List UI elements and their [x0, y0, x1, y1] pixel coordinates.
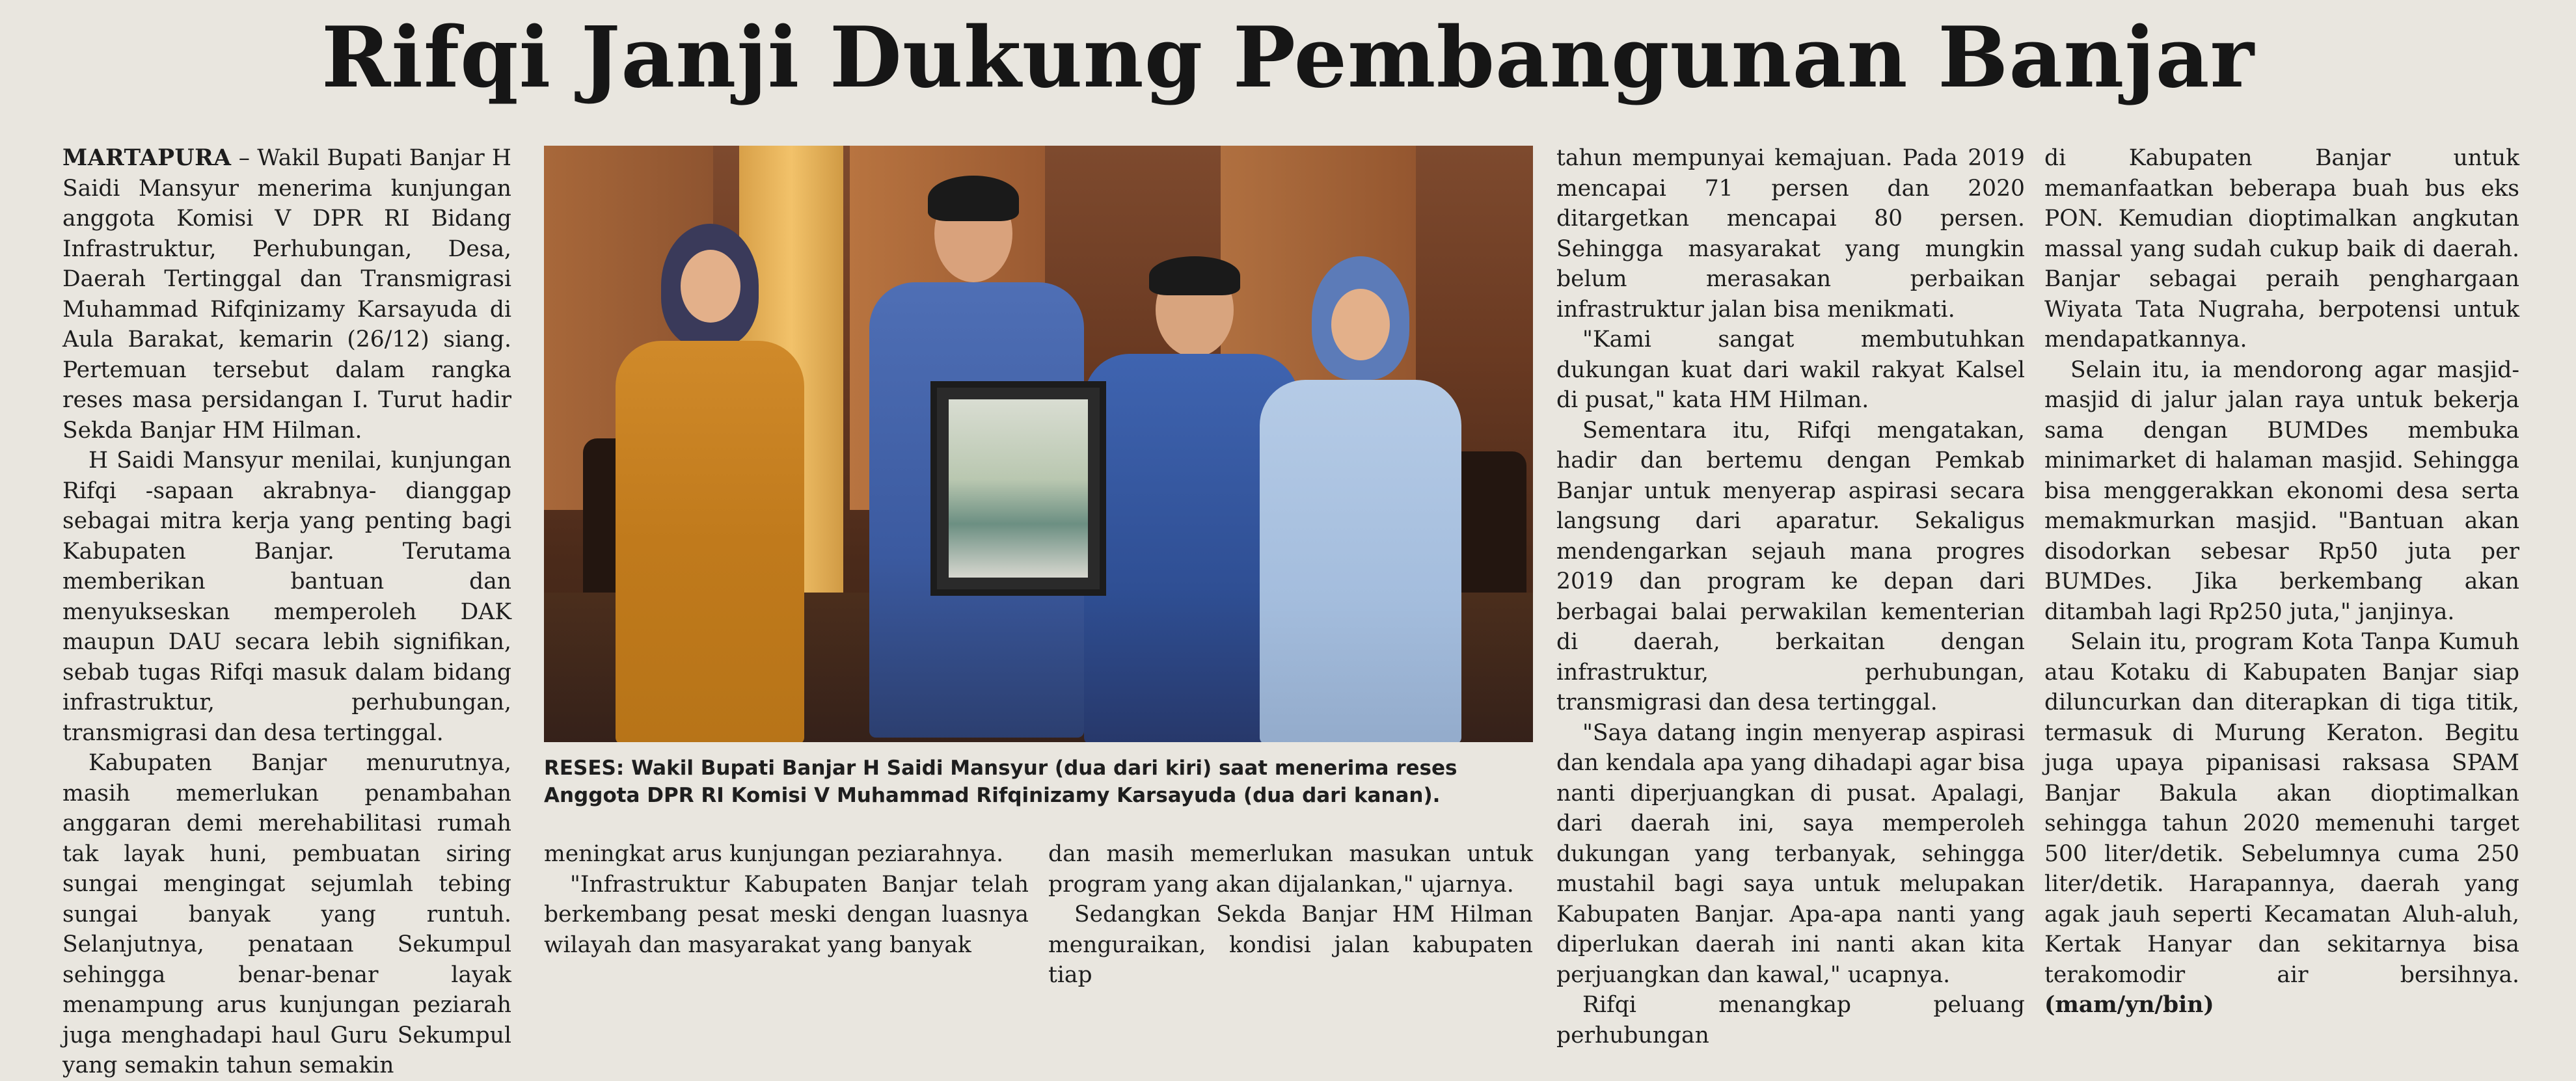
author-signature: (mam/yn/bin)	[2044, 992, 2214, 1018]
news-photo	[544, 146, 1533, 742]
article-column-2	[544, 839, 1029, 960]
paragraph: "Kami sangat membutuhkan dukungan kuat dari wakil rakyat Kalsel di pusat," kata HM Hilman.	[1556, 327, 2025, 413]
article-column-1	[62, 143, 511, 1081]
caption-text: Wakil Bupati Banjar H Saidi Mansyur (dua dari kiri) saat menerima reses Anggota DPR RI Komisi V Muhammad Rifqinizamy Karsayuda (dua dari kanan).	[544, 756, 1457, 807]
paragraph: Selain itu, ia mendorong agar masjid-masjid di jalur jalan raya untuk bekerja sama dengan BUMDes membuka minimarket di halaman masjid. Sehingga bisa menggerakkan ekonomi desa serta memakmurkan masjid. "Bantuan akan disodorkan sebesar Rp50 juta per BUMDes. Jika berkembang akan ditambah lagi Rp250 juta," janjinya.	[2044, 356, 2519, 625]
article-column-5	[2044, 143, 2519, 1021]
paragraph: "Saya datang ingin menyerap aspirasi dan kendala apa yang dihadapi agar bisa nanti diperjuangkan di pusat. Apalagi, dari daerah ini, saya memperoleh dukungan yang terbanyak, sehingga mustahil bagi saya untuk melupakan Kabupaten Banjar. Apa-apa nanti yang diperlukan daerah ini nanti akan kita perjuangkan dan kawal," ucapnya.	[1556, 719, 2025, 988]
paragraph-text: Selain itu, program Kota Tanpa Kumuh atau Kotaku di Kabupaten Banjar siap diluncurkan dan diterapkan di tiga titik, termasuk di Murung Keraton. Begitu juga upaya pipanisasi raksasa SPAM Banjar Bakula akan dioptimalkan sehingga tahun 2020 memenuhi target 500 liter/detik. Sebelumnya cuma 250 liter/detik. Harapannya, daerah yang agak jauh seperti Kecamatan Aluh-aluh, Kertak Hanyar dan sekitarnya bisa terakomodir air bersihnya.	[2044, 629, 2519, 988]
paragraph: H Saidi Mansyur menilai, kunjungan Rifqi -sapaan akrabnya- dianggap sebagai mitra kerja yang penting bagi Kabupaten Banjar. Terutama memberikan bantuan dan menyukseskan memperoleh DAK maupun DAU secara lebih signifikan, sebab tugas Rifqi masuk dalam bidang infrastruktur, perhubungan, transmigrasi dan desa tertinggal.	[62, 447, 511, 746]
paragraph	[2044, 627, 2519, 1021]
paragraph: Rifqi menangkap peluang perhubungan	[1556, 992, 2025, 1048]
paragraph: tahun mempunyai kemajuan. Pada 2019 mencapai 71 persen dan 2020 ditargetkan mencapai 80 persen. Sehingga masyarakat yang mungkin belum merasakan perbaikan infrastruktur jalan bisa menikmati.	[1556, 145, 2025, 323]
paragraph-text: – Wakil Bupati Banjar H Saidi Mansyur menerima kunjungan anggota Komisi V DPR RI Bidang Infrastruktur, Perhubungan, Desa, Daerah Tertinggal dan Transmigrasi Muhammad Rifqinizamy Karsayuda di Aula Barakat, kemarin (26/12) siang. Pertemuan tersebut dalam rangka reses masa persidangan I. Turut hadir Sekda Banjar HM Hilman.	[62, 145, 511, 444]
caption-label: RESES:	[544, 756, 625, 780]
framed-certificate	[930, 381, 1106, 596]
paragraph: Sementara itu, Rifqi mengatakan, hadir dan bertemu dengan Pemkab Banjar untuk menyerap aspirasi secara langsung dari aparatur. Sekaligus mendengarkan sejauh mana progres 2019 dan program ke depan dari berbagai balai perwakilan kementerian di daerah, berkaitan dengan infrastruktur, perhubungan, transmigrasi dan desa tertinggal.	[1556, 417, 2025, 715]
paragraph: Kabupaten Banjar menurutnya, masih memerlukan penambahan anggaran demi merehabilitasi rumah tak layak huni, pembuatan siring sungai mengingat sejumlah tebing sungai banyak yang runtuh. Selanjutnya, penataan Sekumpul sehingga benar-benar layak menampung arus kunjungan peziarah juga menghadapi haul Guru Sekumpul yang semakin tahun semakin	[62, 750, 511, 1078]
headline: Rifqi Janji Dukung Pembangunan Banjar	[321, 9, 2255, 107]
paragraph: di Kabupaten Banjar untuk memanfaatkan beberapa buah bus eks PON. Kemudian dioptimalkan angkutan massal yang sudah cukup baik di daerah. Banjar sebagai peraih penghargaan Wiyata Tata Nugraha, berpotensi untuk mendapatkannya.	[2044, 145, 2519, 353]
paragraph: "Infrastruktur Kabupaten Banjar telah berkembang pesat meski dengan luasnya wilayah dan masyarakat yang banyak	[544, 871, 1029, 958]
paragraph: meningkat arus kunjungan peziarahnya.	[544, 841, 1004, 867]
dateline: MARTAPURA	[62, 145, 232, 171]
photo-caption	[544, 754, 1533, 809]
paragraph: Sedangkan Sekda Banjar HM Hilman menguraikan, kondisi jalan kabupaten tiap	[1048, 901, 1533, 988]
paragraph	[62, 143, 511, 446]
article-column-4	[1556, 143, 2025, 1050]
paragraph: dan masih memerlukan masukan untuk program yang akan dijalankan," ujarnya.	[1048, 841, 1533, 898]
article-column-3	[1048, 839, 1533, 991]
